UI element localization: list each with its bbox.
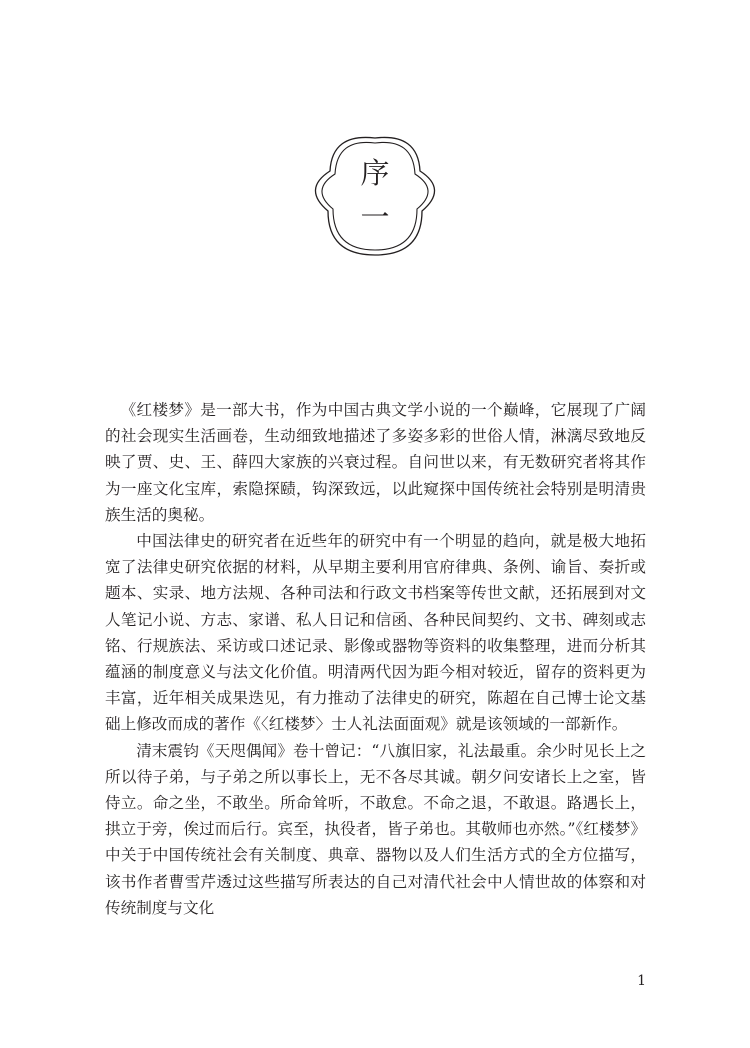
body-text — [105, 397, 646, 921]
chapter-title-char-2: 一 — [360, 200, 390, 234]
paragraph-2: 中国法律史的研究者在近些年的研究中有一个明显的趋向，就是极大地拓宽了法律史研究依据的材料，从早期主要利用官府律典、条例、谕旨、奏折或题本、实录、地方法规、各种司法和行政文书档案等传世文献，还拓展到对文人笔记小说、方志、家谱、私人日记和信函、各种民间契约、文书、碑刻或志铭、行规族法、采访或口述记录、影像或器物等资料的收集整理，进而分析其蕴涵的制度意义与法文化价值。明清两代因为距今相对较近，留存的资料更为丰富，近年相关成果迭见，有力推动了法律史的研究，陈超在自己博士论文基础上修改而成的著作《〈红楼梦〉士人礼法面面观》就是该领域的一部新作。 — [105, 532, 646, 734]
chapter-title-emblem — [302, 133, 448, 261]
quatrefoil-frame-icon — [302, 133, 448, 261]
page-number: 1 — [637, 973, 646, 989]
paragraph-3: 清末震钧《天咫偶闻》卷十曾记：“八旗旧家，礼法最重。余少时见长上之所以待子弟，与子弟之所以事长上，无不各尽其诚。朝夕问安诸长上之室，皆侍立。命之坐，不敢坐。所命耸听，不敢怠。不命之退，不敢退。路遇长上，拱立于旁，俟过而后行。宾至，执役者，皆子弟也。其敬师也亦然。”《红楼梦》中关于中国传统社会有关制度、典章、器物以及人们生活方式的全方位描写，该书作者曹雪芹透过这些描写所表达的自己对清代社会中人情世故的体察和对传统制度与文化 — [105, 741, 646, 917]
chapter-title-char-1: 序 — [360, 156, 390, 190]
paragraph-1: 《红楼梦》是一部大书，作为中国古典文学小说的一个巅峰，它展现了广阔的社会现实生活画卷，生动细致地描述了多姿多彩的世俗人情，淋漓尽致地反映了贾、史、王、薛四大家族的兴衰过程。自问世以来，有无数研究者将其作为一座文化宝库，索隐探赜，钩深致远，以此窥探中国传统社会特别是明清贵族生活的奥秘。 — [105, 401, 646, 524]
